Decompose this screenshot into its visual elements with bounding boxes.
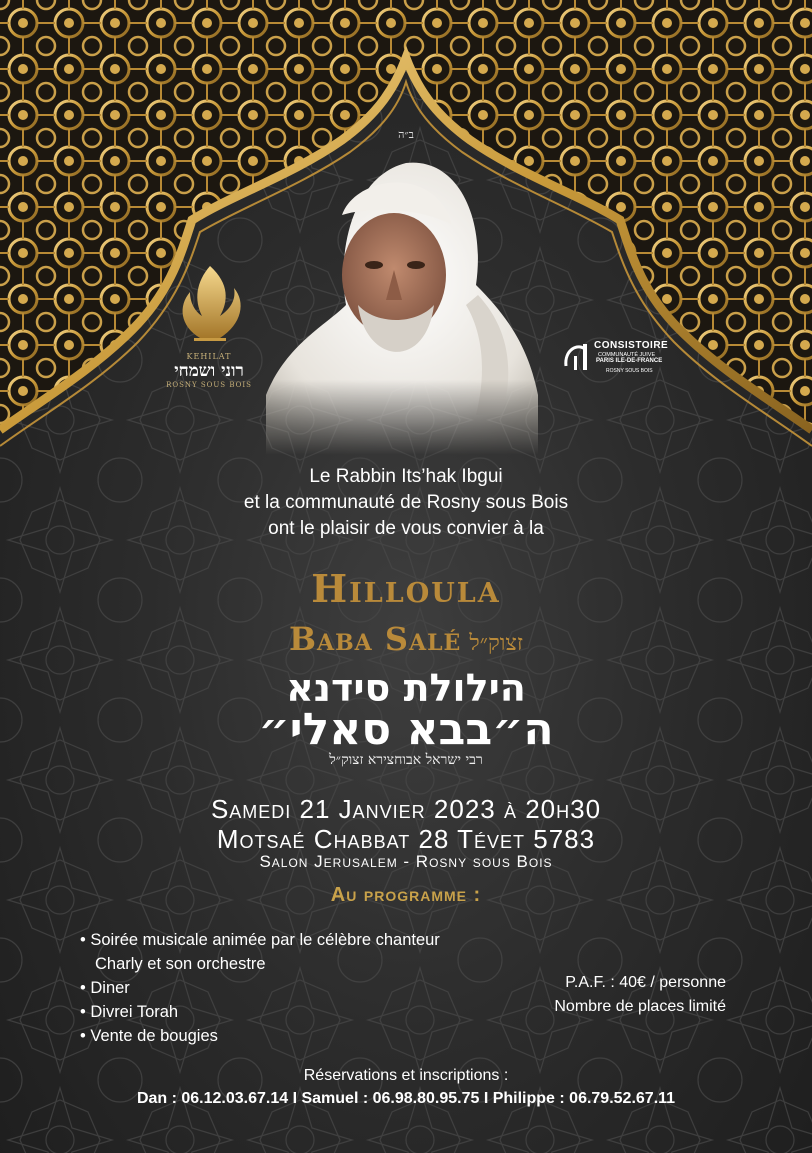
list-item: • Vente de bougies	[80, 1027, 218, 1045]
list-item: • Soirée musicale animée par le célèbre chanteur Charly et son orchestre	[80, 931, 440, 973]
price-text: P.A.F. : 40€ / personne	[565, 974, 726, 991]
baba-sale-line	[0, 620, 812, 658]
price-info	[520, 971, 726, 1019]
logo-left-bottom-text: ROSNY SOUS BOIS	[166, 381, 252, 389]
menorah-icon	[560, 338, 594, 378]
baba-sale-title: Baba Salé	[288, 620, 462, 658]
consistoire-logo	[560, 336, 678, 380]
limited-places-text: Nombre de places limité	[554, 998, 726, 1015]
hebrew-title-line-1: הילולת סידנא	[286, 666, 526, 710]
hilloula-title: Hilloula	[311, 566, 501, 611]
programme-heading: Au programme :	[330, 884, 482, 906]
rabbi-portrait	[266, 155, 538, 455]
intro-line-3: ont le plaisir de vous convier à la	[268, 518, 544, 539]
logo-right-line1: CONSISTOIRE	[594, 340, 669, 351]
intro-line-2: et la communauté de Rosny sous Bois	[243, 492, 569, 513]
contact-phones: Dan : 06.12.03.67.14 I Samuel : 06.98.80.95.75 I Philippe : 06.79.52.67.11	[136, 1090, 676, 1107]
zatzal-text: זצוק״ל	[469, 631, 524, 656]
logo-right-line4: ROSNY SOUS BOIS	[606, 368, 653, 374]
intro-line-1: Le Rabbin Its’hak Ibgui	[309, 466, 503, 487]
hebrew-date: Motsaé Chabbat 28 Tévet 5783	[216, 824, 596, 854]
list-item: • Diner	[80, 979, 130, 997]
programme-list	[80, 928, 440, 1048]
event-venue: Salon Jerusalem - Rosny sous Bois	[259, 852, 553, 871]
reservations-label: Réservations et inscriptions :	[303, 1067, 509, 1084]
list-item: • Divrei Torah	[80, 1003, 179, 1021]
invitation-text	[0, 464, 812, 542]
logo-right-line2: COMMUNAUTÉ JUIVE	[598, 352, 656, 358]
event-date: Samedi 21 Janvier 2023 à 20h30	[210, 794, 602, 824]
hebrew-subtitle: רבי ישראל אבוחצירא זצוק״ל	[329, 752, 483, 768]
kehilat-logo	[150, 262, 268, 392]
hebrew-title-line-2: ה״בבא סאלי״	[258, 704, 554, 755]
logo-right-line3: PARIS ILE-DE-FRANCE	[596, 358, 663, 364]
bh-mark: ב״ה	[398, 128, 414, 141]
flame-icon	[150, 262, 268, 348]
logo-left-name: רוני ושמחי	[174, 361, 244, 381]
logo-left-top-text: KEHILAT	[186, 352, 232, 361]
